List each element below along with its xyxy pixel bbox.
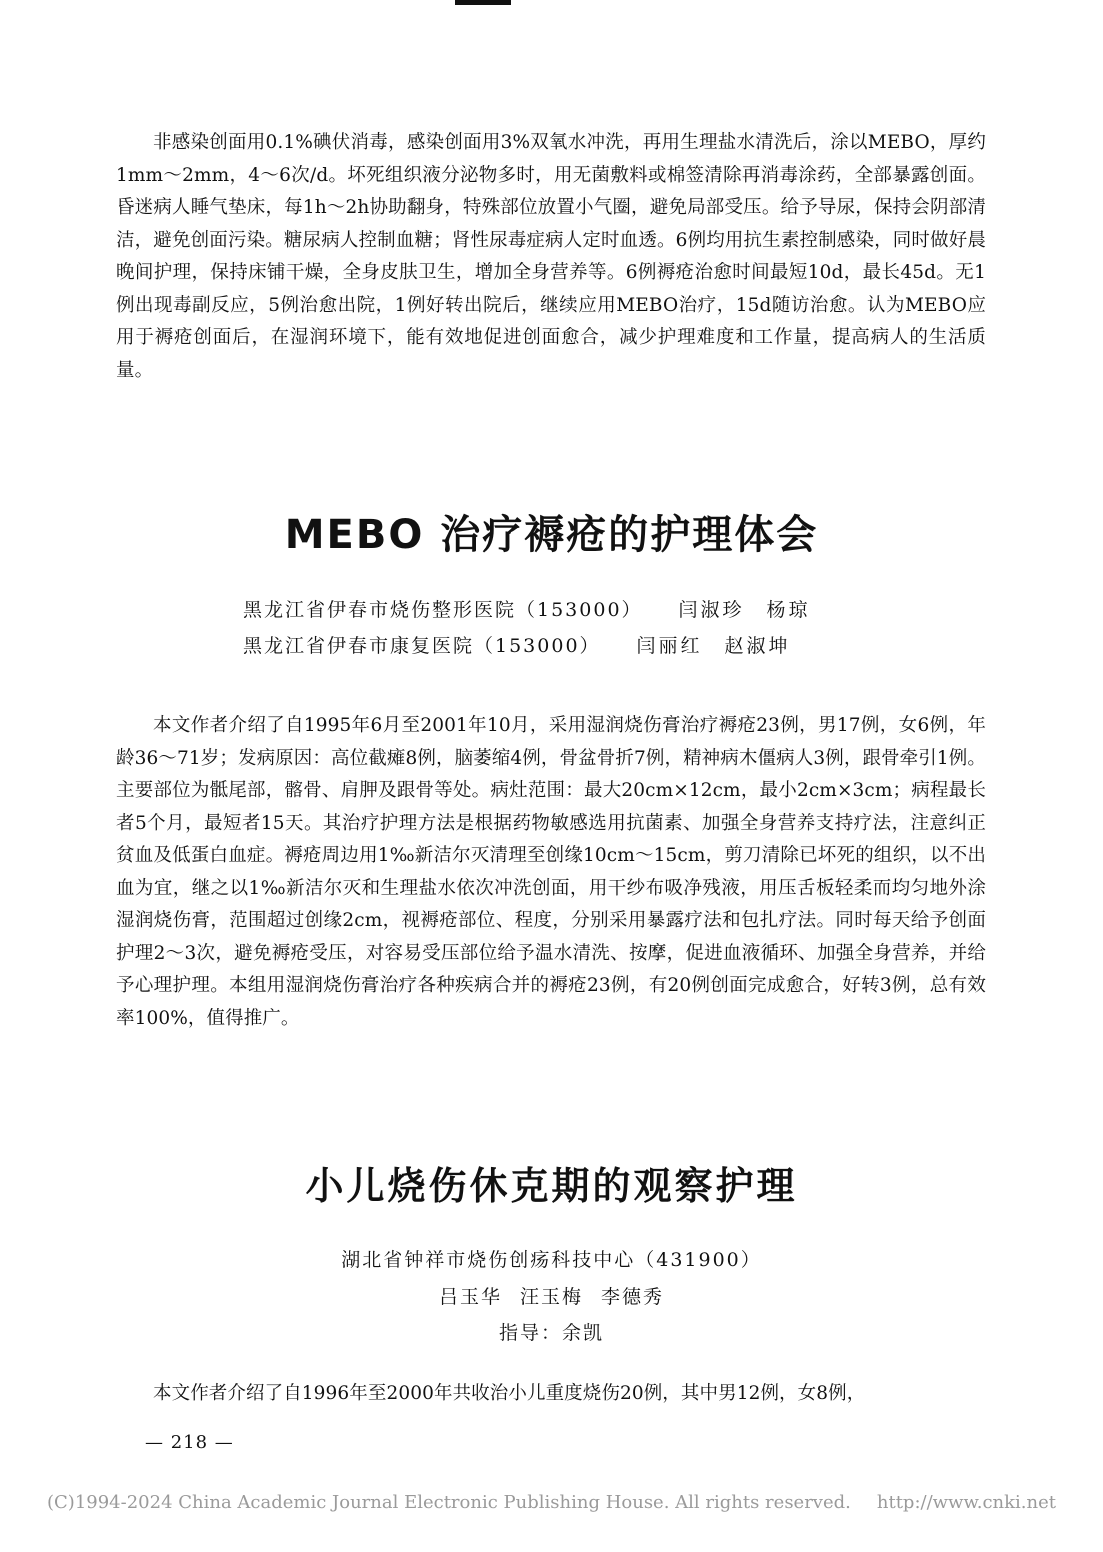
affiliation-org: 黑龙江省伊春市康复医院（153000） — [243, 635, 601, 657]
copyright-text: (C)1994-2024 China Academic Journal Electronic Publishing House. All rights reserved. — [47, 1492, 851, 1513]
copyright-footer — [0, 1492, 1103, 1513]
author-name: 汪玉梅 — [519, 1286, 583, 1308]
article3-title: 小儿烧伤休克期的观察护理 — [305, 1164, 798, 1208]
article3-affiliation: 湖北省钟祥市烧伤创疡科技中心（431900） — [341, 1249, 762, 1271]
article3-authors — [0, 1282, 1103, 1309]
footer-url: http://www.cnki.net — [876, 1492, 1056, 1513]
article2-title: MEBO 治疗褥疮的护理体会 — [284, 512, 819, 558]
affiliation-org: 黑龙江省伊春市烧伤整形医院（153000） — [243, 599, 643, 621]
author-name: 李德秀 — [601, 1286, 665, 1308]
article2-body — [116, 710, 986, 1035]
top-edge-mark — [455, 0, 511, 5]
affiliation-authors: 闫淑珍 杨琼 — [678, 599, 811, 621]
article1-continuation — [116, 127, 986, 387]
article3-body — [116, 1378, 986, 1411]
article3-advisor: 指导：余凯 — [498, 1322, 604, 1344]
author-name: 吕玉华 — [438, 1286, 502, 1308]
article1-paragraph: 非感染创面用0.1%碘伏消毒，感染创面用3%双氧水冲洗，再用生理盐水清洗后，涂以MEBO，厚约1mm～2mm，4～6次/d。坏死组织液分泌物多时，用无菌敷料或棉签清除再消毒涂药，全部暴露创面。昏迷病人睡气垫床，每1h～2h协助翻身，特殊部位放置小气圈，避免局部受压。给予导尿，保持会阴部清洁，避免创面污染。糖尿病人控制血糖；肾性尿毒症病人定时血透。6例均用抗生素控制感染，同时做好晨晚间护理，保持床铺干燥，全身皮肤卫生，增加全身营养等。6例褥疮治愈时间最短10d，最长45d。无1例出现毒副反应，5例治愈出院，1例好转出院后，继续应用MEBO治疗，15d随访治愈。认为MEBO应用于褥疮创面后，在湿润环境下，能有效地促进创面愈合，减少护理难度和工作量，提高病人的生活质量。 — [116, 132, 986, 381]
page-number: — 218 — — [145, 1432, 234, 1453]
article2-affiliation-2 — [243, 631, 791, 658]
affiliation-authors: 闫丽红 赵淑坤 — [636, 635, 791, 657]
article2-affiliation-1 — [243, 595, 811, 622]
article3-paragraph: 本文作者介绍了自1996年至2000年共收治小儿重度烧伤20例，其中男12例，女8例， — [153, 1383, 866, 1404]
article2-paragraph: 本文作者介绍了自1995年6月至2001年10月，采用湿润烧伤膏治疗褥疮23例，男17例，女6例，年龄36～71岁；发病原因：高位截瘫8例，脑萎缩4例，骨盆骨折7例，精神病木僵病人3例，跟骨牵引1例。主要部位为骶尾部，髂骨、肩胛及跟骨等处。病灶范围：最大20cm×12cm，最小2cm×3cm；病程最长者5个月，最短者15天。其治疗护理方法是根据药物敏感选用抗菌素、加强全身营养支持疗法，注意纠正贫血及低蛋白血症。褥疮周边用1‰新洁尔灭清理至创缘10cm～15cm，剪刀清除已坏死的组织，以不出血为宜，继之以1‰新洁尔灭和生理盐水依次冲洗创面，用干纱布吸净残液，用压舌板轻柔而均匀地外涂湿润烧伤膏，范围超过创缘2cm，视褥疮部位、程度，分别采用暴露疗法和包扎疗法。同时每天给予创面护理2～3次，避免褥疮受压，对容易受压部位给予温水清洗、按摩，促进血液循环、加强全身营养，并给予心理护理。本组用湿润烧伤膏治疗各种疾病合并的褥疮23例，有20例创面完成愈合，好转3例，总有效率100%，值得推广。 — [116, 715, 986, 1029]
